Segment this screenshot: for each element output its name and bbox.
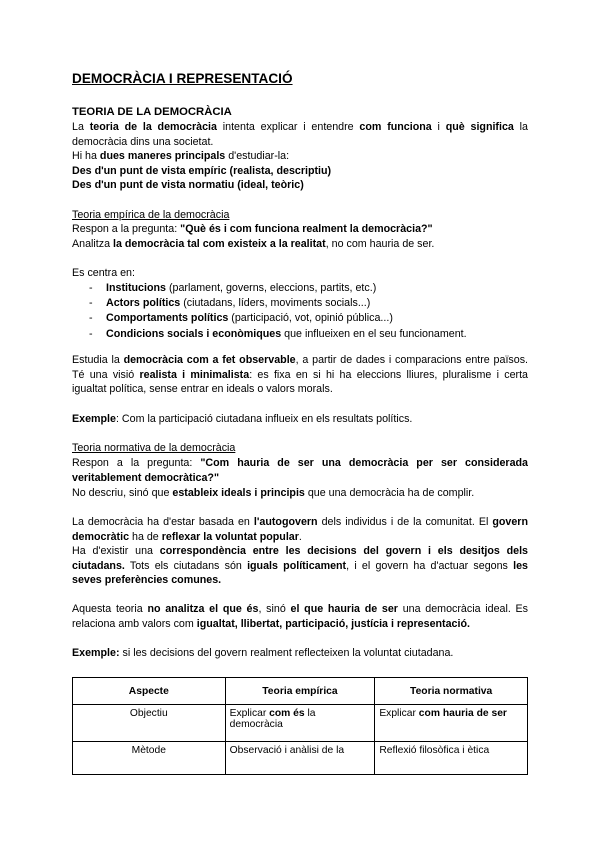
self-government-paragraph: La democràcia ha d'estar basada en l'autogovern dels individus i de la comunitat. El govern democràtic ha de reflexar la voluntat popular. xyxy=(72,516,528,543)
focus-label: Es centra en: xyxy=(72,267,135,279)
document-title: DEMOCRÀCIA I REPRESENTACIÓ xyxy=(72,71,293,86)
empirical-example: Exemple: Com la participació ciutadana influeix en els resultats polítics. xyxy=(72,413,413,425)
cell-normative: Explicar com hauria de ser xyxy=(375,705,528,742)
normative-example: Exemple: si les decisions del govern realment reflecteixen la voluntat ciutadana. xyxy=(72,647,454,659)
two-ways-line: Hi ha dues maneres principals d'estudiar-la: xyxy=(72,150,290,162)
correspondence-paragraph: Ha d'existir una correspondència entre les decisions del govern i els desitjos dels ciutadans. Tots els ciutadans són iguals políticament, i el govern ha d'actuar segons les seves preferències comunes. xyxy=(72,545,529,587)
list-item: - Comportaments polítics (participació, vot, opinió pública...) xyxy=(72,311,528,326)
list-item: - Condicions socials i econòmiques que influeixen en el seu funcionament. xyxy=(72,327,528,342)
normative-question: Respon a la pregunta: "Com hauria de ser una democràcia per ser considerada veritablement democràtica?" xyxy=(72,457,528,484)
empirical-description: Estudia la democràcia com a fet observable, a partir de dades i comparacions entre països. Té una visió realista i minimalista: es fixa en si hi ha eleccions lliures, pluralisme i certa igualtat política, sense entrar en ideals o valors morals. xyxy=(72,354,529,396)
list-item: - Institucions (parlament, governs, eleccions, partits, etc.) xyxy=(72,281,528,296)
column-header-aspect: Aspecte xyxy=(73,678,226,705)
table-row xyxy=(73,742,528,775)
normative-viewpoint-line: Des d'un punt de vista normatiu (ideal, teòric) xyxy=(72,179,304,191)
ideal-democracy-paragraph: Aquesta teoria no analitza el que és, sinó el que hauria de ser una democràcia ideal. Es relaciona amb valors com igualtat, llibertat, participació, justícia i representació. xyxy=(72,603,529,630)
column-header-normative: Teoria normativa xyxy=(375,678,528,705)
normative-aims: No descriu, sinó que estableix ideals i principis que una democràcia ha de complir. xyxy=(72,487,475,499)
cell-aspect: Objectiu xyxy=(73,705,226,742)
comparison-table xyxy=(72,677,528,775)
empirical-viewpoint-line: Des d'un punt de vista empíric (realista, descriptiu) xyxy=(72,165,332,177)
section-heading-empirical: Teoria empírica de la democràcia xyxy=(72,209,230,221)
intro-paragraph: La teoria de la democràcia intenta explicar i entendre com funciona i què significa la democràcia dins una societat. xyxy=(72,121,528,148)
cell-empirical: Observació i anàlisi de la xyxy=(225,742,375,775)
cell-empirical: Explicar com és la democràcia xyxy=(225,705,375,742)
table-header-row xyxy=(73,678,528,705)
focus-list xyxy=(72,281,528,342)
section-heading-theory: TEORIA DE LA DEMOCRÀCIA xyxy=(72,106,232,118)
section-heading-normative: Teoria normativa de la democràcia xyxy=(72,442,236,454)
cell-aspect: Mètode xyxy=(73,742,226,775)
empirical-analysis: Analitza la democràcia tal com existeix a la realitat, no com hauria de ser. xyxy=(72,238,435,250)
table-row xyxy=(73,705,528,742)
empirical-question: Respon a la pregunta: "Què és i com funciona realment la democràcia?" xyxy=(72,223,433,235)
cell-normative: Reflexió filosòfica i ètica xyxy=(375,742,528,775)
column-header-empirical: Teoria empírica xyxy=(225,678,375,705)
list-item: - Actors polítics (ciutadans, líders, moviments socials...) xyxy=(72,296,528,311)
